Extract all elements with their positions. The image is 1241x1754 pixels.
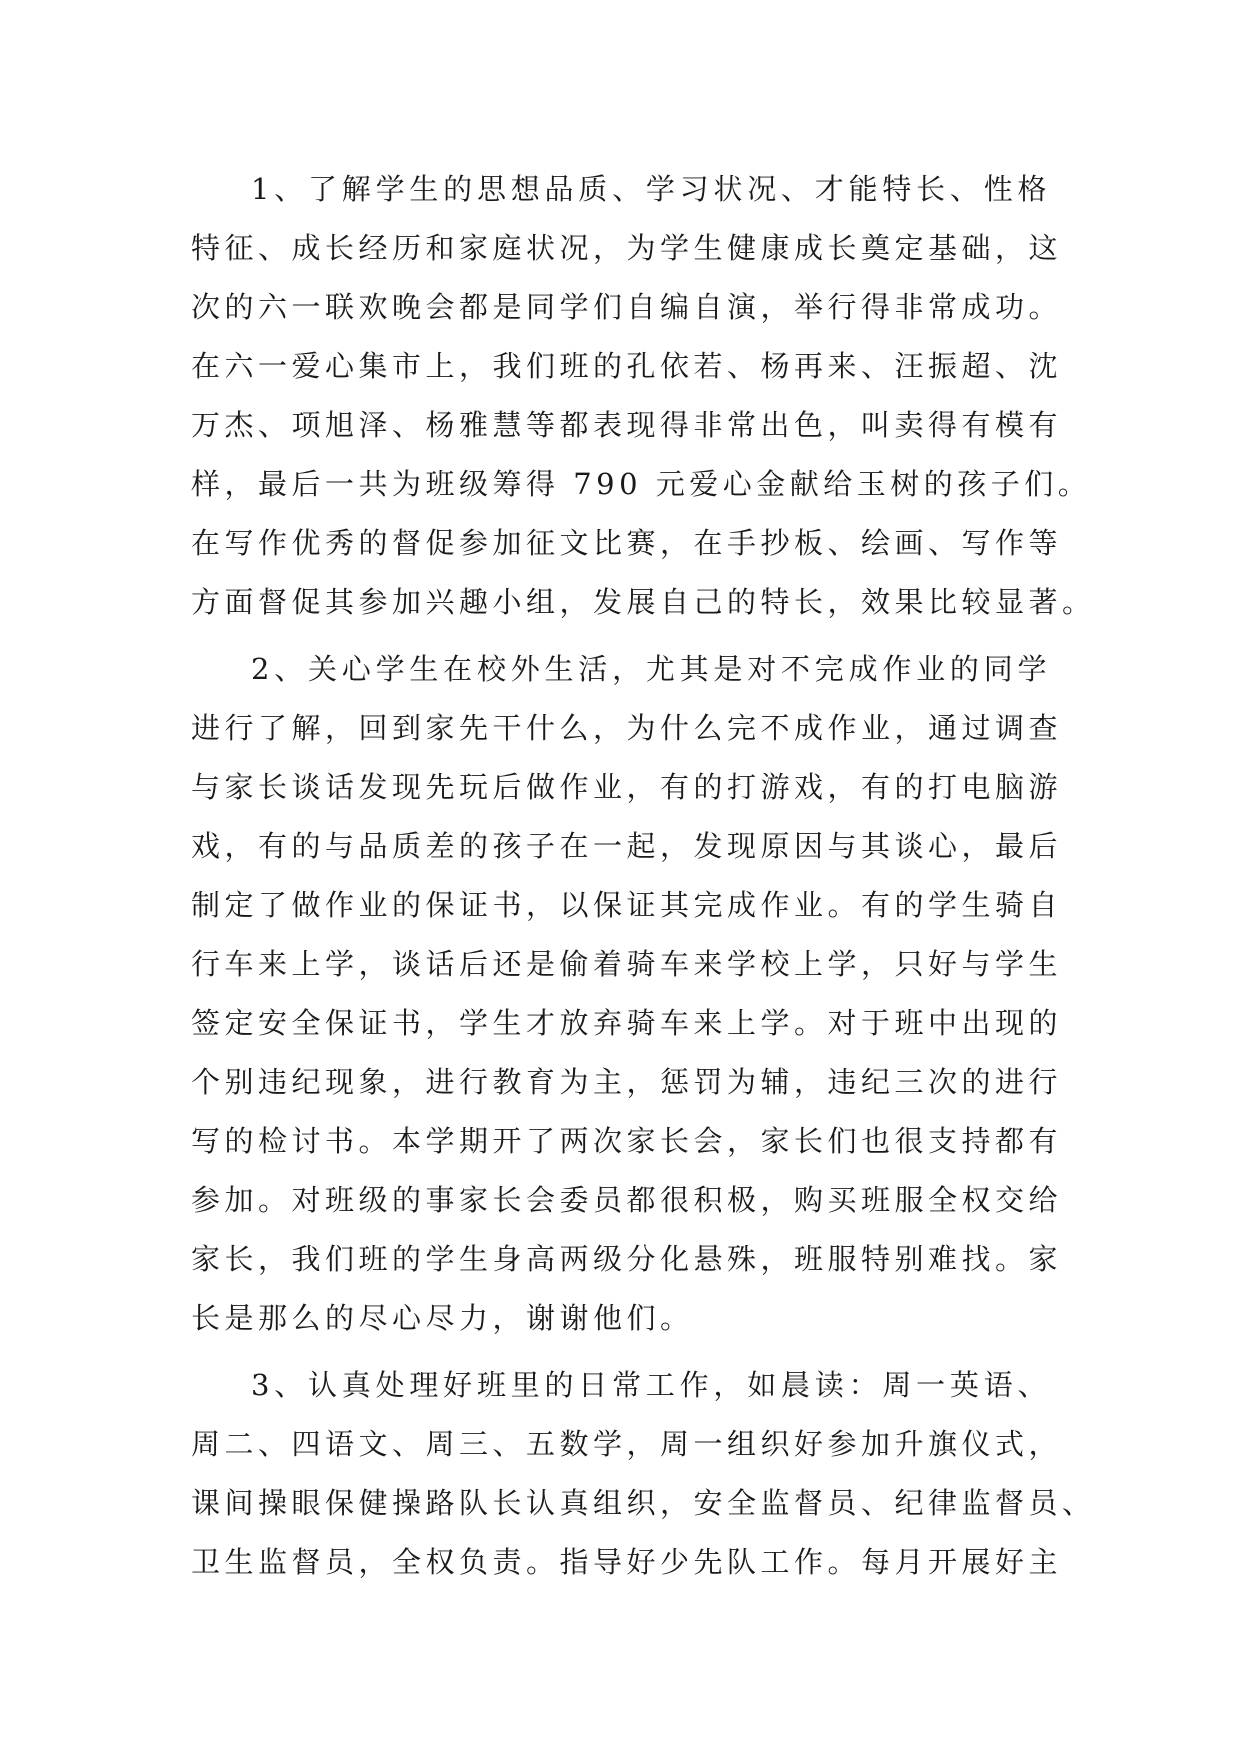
paragraph-2-line-1: 2、关心学生在校外生活，尤其是对不完成作业的同学 (251, 652, 1051, 686)
paragraph-1-line-1: 1、了解学生的思想品质、学习状况、才能特长、性格 (251, 172, 1051, 206)
paragraph-1-line-2: 特征、成长经历和家庭状况，为学生健康成长奠定基础，这 (191, 231, 1063, 265)
paragraph-2-line-2: 进行了解，回到家先干什么，为什么完不成作业，通过调查 (191, 711, 1063, 745)
paragraph-1-line-3: 次的六一联欢晚会都是同学们自编自演，举行得非常成功。 (191, 290, 1063, 324)
paragraph-2-line-3: 与家长谈话发现先玩后做作业，有的打游戏，有的打电脑游 (191, 770, 1063, 804)
paragraph-3-line-3: 课间操眼保健操路队长认真组织，安全监督员、纪律监督员、 (191, 1486, 1096, 1520)
paragraph-2-line-4: 戏，有的与品质差的孩子在一起，发现原因与其谈心，最后 (191, 829, 1063, 863)
paragraph-2-line-8: 个别违纪现象，进行教育为主，惩罚为辅，违纪三次的进行 (191, 1065, 1063, 1099)
document-body (191, 160, 1096, 1592)
paragraph-3-line-1: 3、认真处理好班里的日常工作，如晨读：周一英语、 (251, 1368, 1051, 1402)
paragraph-2-line-12: 长是那么的尽心尽力，谢谢他们。 (191, 1301, 694, 1335)
paragraph-2-line-9: 写的检讨书。本学期开了两次家长会，家长们也很支持都有 (191, 1124, 1063, 1158)
paragraph-2-line-10: 参加。对班级的事家长会委员都很积极，购买班服全权交给 (191, 1183, 1063, 1217)
paragraph-1-line-6: 样，最后一共为班级筹得 790 元爱心金献给玉树的孩子们。 (191, 467, 1092, 501)
paragraph-1-line-7: 在写作优秀的督促参加征文比赛，在手抄板、绘画、写作等 (191, 526, 1063, 560)
paragraph-2-line-7: 签定安全保证书，学生才放弃骑车来上学。对于班中出现的 (191, 1006, 1063, 1040)
paragraph-1-line-4: 在六一爱心集市上，我们班的孔依若、杨再来、汪振超、沈 (191, 349, 1063, 383)
paragraph-1-line-8: 方面督促其参加兴趣小组，发展自己的特长，效果比较显著。 (191, 585, 1096, 619)
paragraph-3-line-2: 周二、四语文、周三、五数学，周一组织好参加升旗仪式， (191, 1427, 1063, 1461)
paragraph-2-line-6: 行车来上学，谈话后还是偷着骑车来学校上学，只好与学生 (191, 947, 1063, 981)
paragraph-3-line-4: 卫生监督员，全权负责。指导好少先队工作。每月开展好主 (191, 1545, 1063, 1579)
paragraph-1-line-5: 万杰、项旭泽、杨雅慧等都表现得非常出色，叫卖得有模有 (191, 408, 1063, 442)
paragraph-2-line-5: 制定了做作业的保证书，以保证其完成作业。有的学生骑自 (191, 888, 1063, 922)
paragraph-2-line-11: 家长，我们班的学生身高两级分化悬殊，班服特别难找。家 (191, 1242, 1063, 1276)
